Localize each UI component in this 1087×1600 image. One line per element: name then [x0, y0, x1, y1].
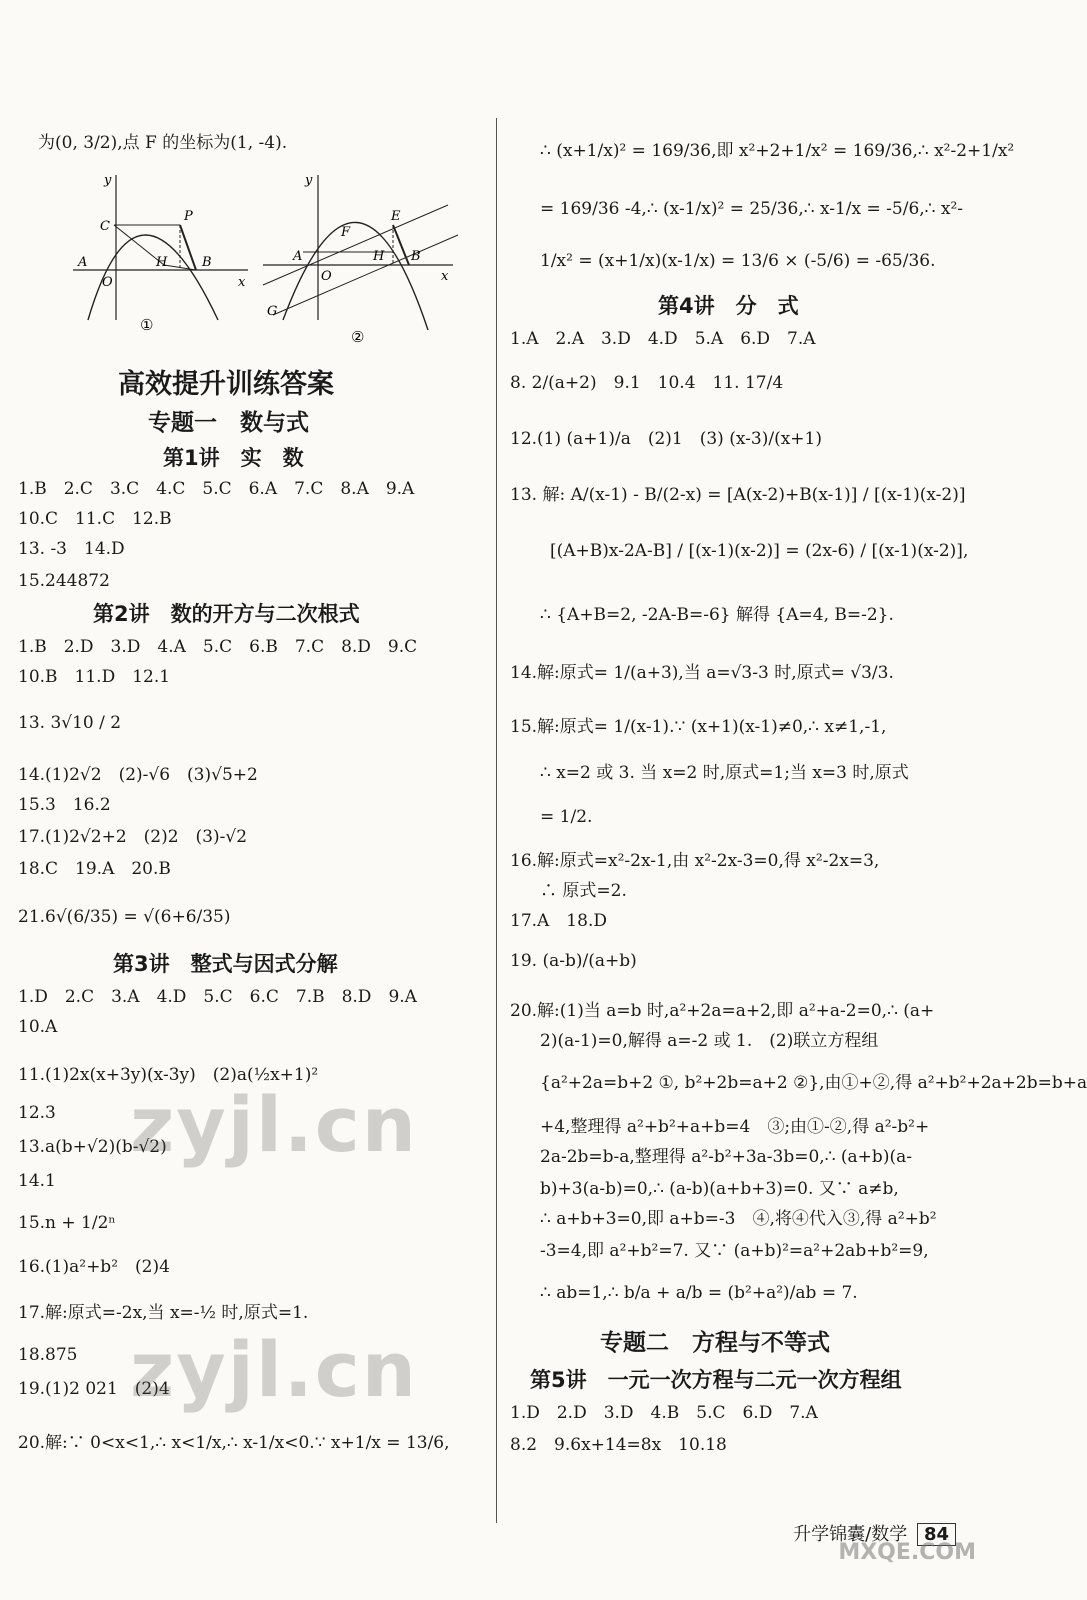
answer-line: ∴ {A+B=2, -2A-B=-6} 解得 {A=4, B=-2}.: [540, 605, 894, 625]
fig1-label-x: x: [238, 275, 246, 290]
answer-line: 12.(1) (a+1)/a (2)1 (3) (x-3)/(x+1): [510, 429, 822, 449]
fig2-label-h: H: [373, 249, 385, 264]
answer-line: 8. 2/(a+2) 9.1 10.4 11. 17/4: [510, 373, 784, 393]
fig2-label-o: O: [321, 269, 332, 284]
fig2-label-g: G: [267, 304, 278, 319]
fig1-label-b: B: [202, 255, 212, 270]
answer-line: 13. 解: A/(x-1) - B/(2-x) = [A(x-2)+B(x-1)] / [(x-1)(x-2)]: [510, 485, 966, 505]
answer-line: 14.1: [18, 1171, 56, 1191]
figure-2: [263, 173, 458, 346]
lecture-5-heading: 第5讲 一元一次方程与二元一次方程组: [530, 1368, 902, 1392]
watermark: zyjl.cn: [130, 1325, 418, 1414]
answer-line: ∴ x=2 或 3. 当 x=2 时,原式=1;当 x=3 时,原式: [540, 763, 909, 783]
answer-line: 16.(1)a²+b² (2)4: [18, 1257, 170, 1277]
solution-line: = 169/36 -4,∴ (x-1/x)² = 25/36,∴ x-1/x = -5/6,∴ x²-: [540, 199, 964, 219]
fig2-label-e: E: [391, 209, 401, 224]
answer-line: 13. -3 14.D: [18, 539, 125, 559]
watermark: zyjl.cn: [130, 1080, 418, 1169]
fig1-label-y: y: [104, 173, 112, 188]
fig2-caption: ②: [351, 328, 365, 346]
page-number: 84: [917, 1523, 956, 1546]
column-divider: [496, 118, 497, 1523]
answer-line: 8.2 9.6x+14=8x 10.18: [510, 1435, 727, 1455]
answer-line: 15.n + 1/2ⁿ: [18, 1213, 116, 1233]
answer-line: [(A+B)x-2A-B] / [(x-1)(x-2)] = (2x-6) / [(x-1)(x-2)],: [550, 541, 969, 561]
answers-title: 高效提升训练答案: [118, 369, 334, 400]
answer-line: 10.B 11.D 12.1: [18, 667, 171, 687]
answer-line: = 1/2.: [540, 807, 593, 827]
intro-line: 为(0, 3/2),点 F 的坐标为(1, -4).: [38, 133, 288, 153]
answer-line: 1.D 2.D 3.D 4.B 5.C 6.D 7.A: [510, 1403, 818, 1423]
fig1-label-c: C: [100, 219, 110, 234]
answer-line: {a²+2a=b+2 ①, b²+2b=a+2 ②},由①+②,得 a²+b²+2a+2b=b+a: [540, 1073, 1087, 1093]
answer-line: 15.3 16.2: [18, 795, 111, 815]
answer-line: 1.B 2.C 3.C 4.C 5.C 6.A 7.C 8.A 9.A: [18, 479, 415, 499]
answer-line: 20.解:∵ 0<x<1,∴ x<1/x,∴ x-1/x<0.∵ x+1/x = 13/6,: [18, 1433, 450, 1453]
answer-line: 2)(a-1)=0,解得 a=-2 或 1. (2)联立方程组: [540, 1031, 879, 1051]
fig1-label-h: H: [156, 255, 168, 270]
answer-line: 15.244872: [18, 571, 110, 591]
answer-line: 19. (a-b)/(a+b): [510, 951, 637, 971]
lecture-4-heading: 第4讲 分 式: [658, 294, 799, 318]
fig1-label-a: A: [78, 255, 88, 270]
answer-line: 1.A 2.A 3.D 4.D 5.A 6.D 7.A: [510, 329, 816, 349]
lecture-2-heading: 第2讲 数的开方与二次根式: [93, 602, 360, 626]
answer-line: 18.875: [18, 1345, 78, 1365]
answer-line: 15.解:原式= 1/(x-1).∵ (x+1)(x-1)≠0,∴ x≠1,-1,: [510, 717, 887, 737]
answer-line: 18.C 19.A 20.B: [18, 859, 171, 879]
book-title: 升学锦囊/数学: [793, 1524, 908, 1545]
answer-line: b)+3(a-b)=0,∴ (a-b)(a+b+3)=0. 又∵ a≠b,: [540, 1179, 899, 1199]
answer-line: 11.(1)2x(x+3y)(x-3y) (2)a(½x+1)²: [18, 1065, 319, 1085]
answer-line: 13.a(b+√2)(b-√2): [18, 1137, 167, 1157]
fig2-label-a: A: [293, 249, 303, 264]
fig2-label-f: F: [341, 225, 351, 240]
answer-line: 16.解:原式=x²-2x-1,由 x²-2x-3=0,得 x²-2x=3,: [510, 851, 880, 871]
topic-2-heading: 专题二 方程与不等式: [600, 1330, 830, 1356]
answer-line: -3=4,即 a²+b²=7. 又∵ (a+b)²=a²+2ab+b²=9,: [540, 1241, 929, 1261]
watermark-corner: MXQE.COM: [838, 1540, 976, 1565]
answer-line: 10.C 11.C 12.B: [18, 509, 172, 529]
topic-1-heading: 专题一 数与式: [148, 410, 309, 436]
fig1-caption: ①: [140, 316, 154, 334]
answer-line: ∴ 原式=2.: [540, 881, 627, 901]
answer-line: ∴ ab=1,∴ b/a + a/b = (b²+a²)/ab = 7.: [540, 1283, 858, 1303]
fig2-label-y: y: [305, 173, 313, 188]
answer-line: 14.(1)2√2 (2)-√6 (3)√5+2: [18, 765, 258, 785]
answer-line: 13. 3√10 / 2: [18, 713, 122, 733]
lecture-1-heading: 第1讲 实 数: [163, 446, 304, 470]
parabola-figures: [68, 170, 468, 350]
answer-line: 20.解:(1)当 a=b 时,a²+2a=a+2,即 a²+a-2=0,∴ (a+: [510, 1001, 935, 1021]
answer-line: 19.(1)2 021 (2)4: [18, 1379, 170, 1399]
fig1-label-o: O: [102, 275, 113, 290]
answer-line: 21.6√(6/35) = √(6+6/35): [18, 907, 231, 927]
solution-line: ∴ (x+1/x)² = 169/36,即 x²+2+1/x² = 169/36,∴ x²-2+1/x²: [540, 141, 1015, 161]
answer-line: ∴ a+b+3=0,即 a+b=-3 ④,将④代入③,得 a²+b²: [540, 1209, 937, 1229]
lecture-3-heading: 第3讲 整式与因式分解: [113, 952, 338, 976]
fig2-label-b: B: [411, 249, 421, 264]
answer-line: 17.(1)2√2+2 (2)2 (3)-√2: [18, 827, 248, 847]
answer-line: 10.A: [18, 1017, 58, 1037]
solution-line: 1/x² = (x+1/x)(x-1/x) = 13/6 × (-5/6) = -65/36.: [540, 251, 936, 271]
answer-line: 17.解:原式=-2x,当 x=-½ 时,原式=1.: [18, 1303, 309, 1323]
answer-line: 17.A 18.D: [510, 911, 607, 931]
answer-line: 1.D 2.C 3.A 4.D 5.C 6.C 7.B 8.D 9.A: [18, 987, 417, 1007]
fig2-label-x: x: [441, 269, 449, 284]
answer-line: 1.B 2.D 3.D 4.A 5.C 6.B 7.C 8.D 9.C: [18, 637, 418, 657]
answer-line: 2a-2b=b-a,整理得 a²-b²+3a-3b=0,∴ (a+b)(a-: [540, 1147, 912, 1167]
answer-line: +4,整理得 a²+b²+a+b=4 ③;由①-②,得 a²-b²+: [540, 1117, 930, 1137]
figure-1: [73, 173, 248, 334]
answer-line: 14.解:原式= 1/(a+3),当 a=√3-3 时,原式= √3/3.: [510, 663, 894, 683]
answer-line: 12.3: [18, 1103, 56, 1123]
fig1-label-p: P: [184, 209, 193, 224]
